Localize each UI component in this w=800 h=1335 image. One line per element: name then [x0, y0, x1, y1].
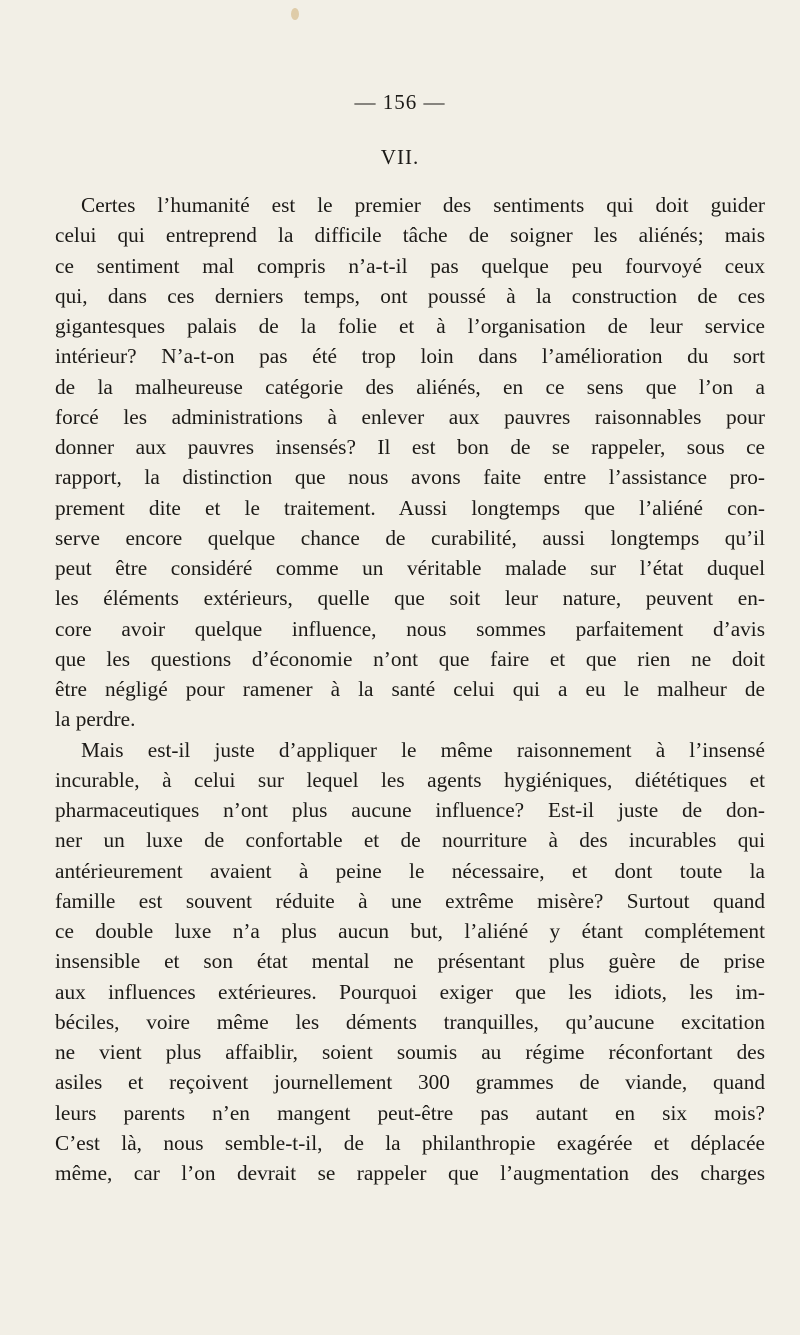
text-line: prement dite et le traitement. Aussi longtemps que l’aliéné con- [55, 495, 765, 520]
text-line: serve encore quelque chance de curabilité, aussi longtemps qu’il [55, 525, 765, 550]
text-line: ce sentiment mal compris n’a-t-il pas quelque peu fourvoyé ceux [55, 253, 765, 278]
text-line: insensible et son état mental ne présentant plus guère de prise [55, 949, 765, 974]
text-line: de la malheureuse catégorie des aliénés, en ce sens que l’on a [55, 374, 765, 399]
text-line: ner un luxe de confortable et de nourriture à des incurables qui [55, 828, 765, 853]
text-line: pharmaceutiques n’ont plus aucune influence? Est-il juste de don- [55, 798, 765, 822]
text-line: C’est là, nous semble-t-il, de la philanthropie exagérée et déplacée [55, 1130, 765, 1155]
text-line: famille est souvent réduite à une extrême misère? Surtout quand [55, 888, 765, 913]
text-line: béciles, voire même les déments tranquilles, qu’aucune excitation [55, 1009, 765, 1034]
text-line: Certes l’humanité est le premier des sentiments qui doit guider [81, 193, 765, 217]
text-line: ne vient plus affaiblir, soient soumis au régime réconfortant des [55, 1040, 765, 1064]
text-line: incurable, à celui sur lequel les agents hygiéniques, diététiques et [55, 767, 765, 792]
text-line: rapport, la distinction que nous avons faite entre l’assistance pro- [55, 465, 765, 490]
text-line: forcé les administrations à enlever aux pauvres raisonnables pour [55, 404, 765, 429]
page-number: — 156 — [354, 90, 446, 114]
paper-stain [291, 8, 299, 20]
body-text [55, 190, 765, 1188]
text-line: les éléments extérieurs, quelle que soit leur nature, peuvent en- [55, 586, 765, 611]
text-line: donner aux pauvres insensés? Il est bon de se rappeler, sous ce [55, 435, 765, 459]
section-heading: VII. [380, 145, 420, 169]
text-line: ce double luxe n’a plus aucun but, l’aliéné y étant complétement [55, 919, 765, 943]
text-line: core avoir quelque influence, nous sommes parfaitement d’avis [55, 616, 765, 641]
text-line: peut être considéré comme un véritable malade sur l’état duquel [55, 556, 765, 580]
text-line: Mais est-il juste d’appliquer le même raisonnement à l’insensé [81, 737, 765, 762]
text-line: la perdre. [55, 707, 136, 732]
text-line: leurs parents n’en mangent peut-être pas autant en six mois? [55, 1100, 765, 1125]
text-line: être négligé pour ramener à la santé celui qui a eu le malheur de [55, 677, 765, 701]
text-line: qui, dans ces derniers temps, ont poussé à la construction de ces [55, 283, 765, 308]
text-line: gigantesques palais de la folie et à l’organisation de leur service [55, 314, 765, 338]
text-line: celui qui entreprend la difficile tâche de soigner les aliénés; mais [55, 223, 765, 248]
text-line: antérieurement avaient à peine le nécessaire, et dont toute la [55, 858, 765, 883]
text-line: intérieur? N’a-t-on pas été trop loin dans l’amélioration du sort [55, 344, 765, 369]
text-line: même, car l’on devrait se rappeler que l’augmentation des charges [55, 1161, 765, 1185]
text-line: asiles et reçoivent journellement 300 grammes de viande, quand [55, 1070, 765, 1095]
text-line: aux influences extérieures. Pourquoi exiger que les idiots, les im- [55, 979, 765, 1004]
text-line: que les questions d’économie n’ont que faire et que rien ne doit [55, 646, 765, 671]
